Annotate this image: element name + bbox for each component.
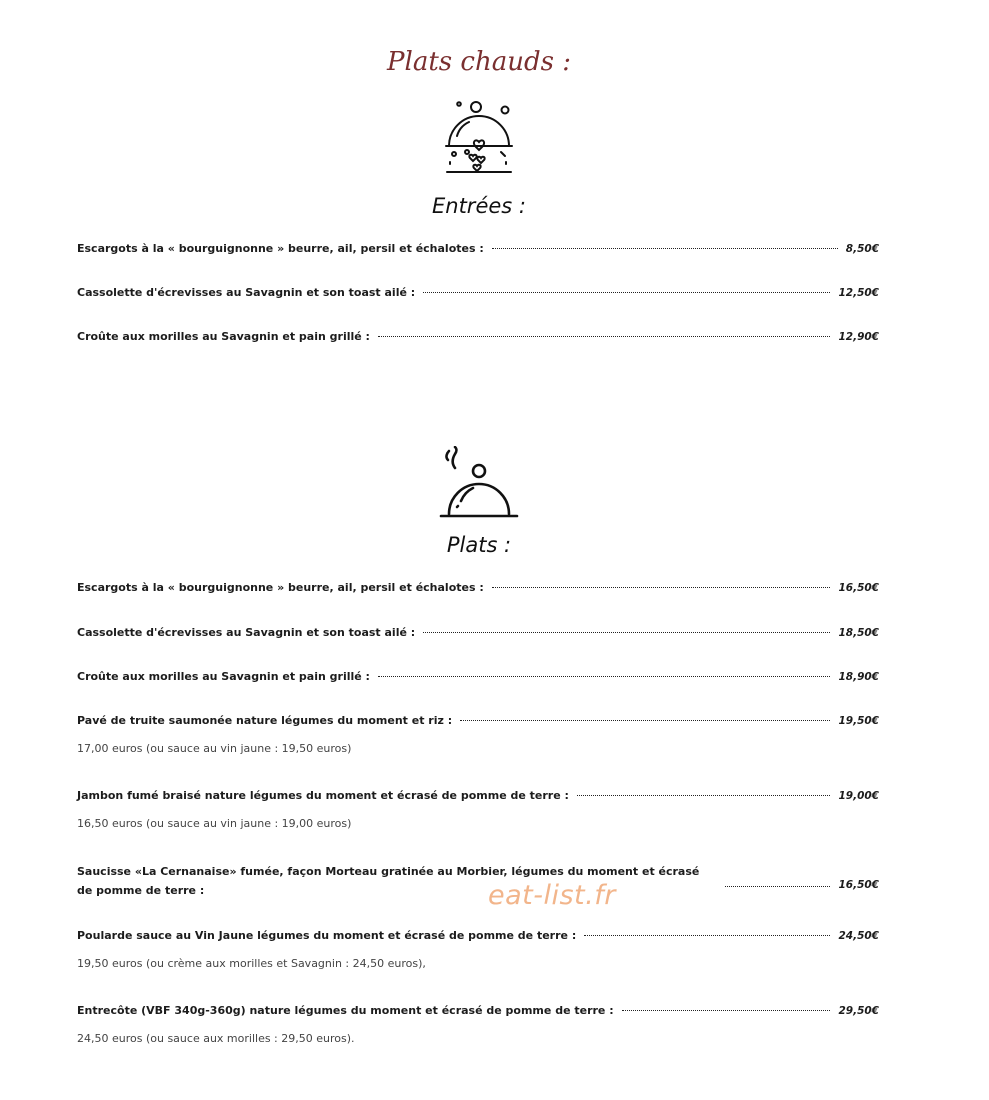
item-name: Croûte aux morilles au Savagnin et pain grillé : (77, 670, 370, 683)
steaming-cloche-icon (0, 446, 958, 526)
dot-leader (378, 676, 831, 677)
list-item (77, 330, 879, 343)
item-price: 12,90€ (838, 331, 879, 343)
watermark: eat-list.fr (488, 880, 616, 911)
item-name: Cassolette d'écrevisses au Savagnin et son toast ailé : (77, 286, 416, 299)
item-note: 16,50 euros (ou sauce au vin jaune : 19,00 euros) (77, 817, 352, 830)
item-note: 19,50 euros (ou crème aux morilles et Savagnin : 24,50 euros), (77, 957, 426, 970)
item-price: 18,50€ (838, 627, 879, 639)
dot-leader (423, 632, 830, 633)
dot-leader (423, 292, 830, 293)
list-item (77, 626, 879, 639)
item-price: 16,50€ (838, 582, 879, 594)
plats-heading: Plats : (446, 533, 512, 557)
item-price: 24,50€ (838, 930, 879, 942)
list-item (77, 862, 879, 900)
dot-leader (460, 720, 830, 721)
dot-leader (492, 587, 831, 588)
item-name: Jambon fumé braisé nature légumes du moment et écrasé de pomme de terre : (77, 789, 569, 802)
item-price: 19,50€ (838, 715, 879, 727)
item-name: Entrecôte (VBF 340g-360g) nature légumes du moment et écrasé de pomme de terre : (77, 1004, 614, 1017)
list-item (77, 929, 879, 942)
item-price: 16,50€ (838, 879, 879, 891)
item-name: Croûte aux morilles au Savagnin et pain grillé : (77, 330, 370, 343)
list-item (77, 286, 879, 299)
item-price: 19,00€ (838, 790, 879, 802)
cloche-hearts-icon (0, 100, 958, 182)
item-name: Saucisse «La Cernanaise» fumée, façon Morteau gratinée au Morbier, légumes du moment et écrasé de pomme de terre : (77, 865, 700, 897)
item-name: Pavé de truite saumonée nature légumes du moment et riz : (77, 714, 453, 727)
item-name: Escargots à la « bourguignonne » beurre, ail, persil et échalotes : (77, 242, 484, 255)
item-name: Poularde sauce au Vin Jaune légumes du moment et écrasé de pomme de terre : (77, 929, 577, 942)
dot-leader (584, 935, 830, 936)
dot-leader (378, 336, 831, 337)
list-item (77, 714, 879, 727)
item-name: Cassolette d'écrevisses au Savagnin et son toast ailé : (77, 626, 416, 639)
item-price: 8,50€ (845, 243, 879, 255)
page-title: Plats chauds : (387, 47, 571, 77)
entrees-heading: Entrées : (432, 194, 526, 218)
list-item (77, 789, 879, 802)
dot-leader (577, 795, 831, 796)
list-item (77, 1004, 879, 1017)
dot-leader (622, 1010, 831, 1011)
list-item (77, 242, 879, 255)
dot-leader (492, 248, 838, 249)
list-item (77, 670, 879, 683)
item-note: 24,50 euros (ou sauce aux morilles : 29,50 euros). (77, 1032, 355, 1045)
item-price: 29,50€ (838, 1005, 879, 1017)
item-note: 17,00 euros (ou sauce au vin jaune : 19,50 euros) (77, 742, 352, 755)
list-item (77, 581, 879, 594)
item-name: Escargots à la « bourguignonne » beurre, ail, persil et échalotes : (77, 581, 484, 594)
item-price: 12,50€ (838, 287, 879, 299)
dot-leader (725, 886, 830, 887)
item-price: 18,90€ (838, 671, 879, 683)
